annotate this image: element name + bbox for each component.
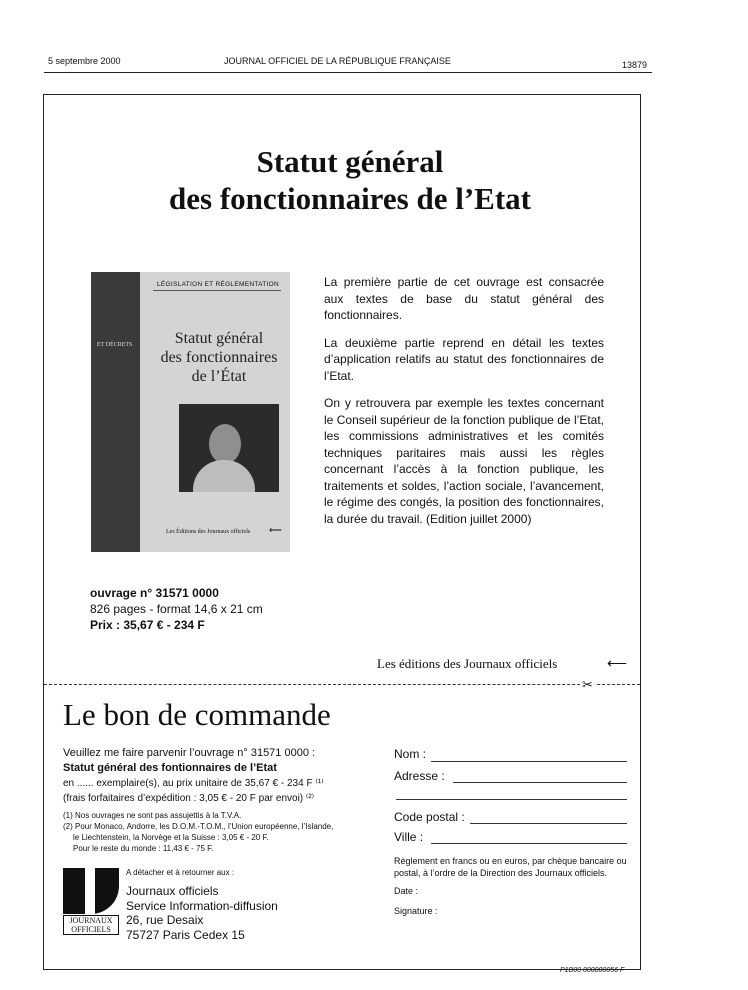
cover-publisher: Les Éditions des Journaux officiels <box>166 529 251 535</box>
footer-code: P1B00 000000056 F <box>560 967 625 974</box>
order-note-2c: Pour le reste du monde : 11,43 € - 75 F. <box>73 844 214 853</box>
header-date: 5 septembre 2000 <box>48 56 121 66</box>
order-form-title: Le bon de commande <box>63 697 331 732</box>
address-line-4: 75727 Paris Cedex 15 <box>126 927 245 942</box>
date-label: Date : <box>394 886 419 896</box>
cover-series: LÉGISLATION ET RÉGLEMENTATION <box>157 281 279 288</box>
code-postal-label: Code postal : <box>394 810 465 824</box>
cover-title-line-1: Statut général <box>174 330 264 347</box>
logo-mark-icon <box>63 868 119 914</box>
logo-text-1: JOURNAUX <box>69 916 113 925</box>
order-note-2a: (2) Pour Monaco, Andorre, les D.O.M.-T.O.M., l’Union européenne, l’Islande, <box>63 822 334 831</box>
cover-title-line-3: de l’État <box>191 368 247 385</box>
adresse-field[interactable] <box>453 782 627 783</box>
cover-arrow-icon: ⟵ <box>269 525 282 535</box>
reference-price: Prix : 35,67 € - 234 F <box>90 618 205 632</box>
cover-title-line-2: des fonctionnaires <box>160 349 278 366</box>
scissors-icon: ✂ <box>582 677 593 692</box>
description-paragraph-3: On y retrouvera par exemple les textes concernant le Conseil supérieur de la fonction publique de l’Etat, les commissions administratives et les comités techniques paritaires mais aussi les règles concernant l’accès à la fonction publique, les traitements et soldes, l’action sociale, l’avancement, le régime des congés, la position des fonctionnaires, la durée du travail. (Edition juillet 2000) <box>324 396 604 526</box>
cover-photo-face <box>209 424 241 464</box>
book-cover-image <box>91 272 290 552</box>
cover-spine-text: ET DÉCRETS <box>97 342 133 348</box>
editions-label: Les éditions des Journaux officiels <box>377 656 558 671</box>
cover-spine <box>91 272 140 552</box>
cover-photo <box>179 404 279 492</box>
order-note-2b: le Liechtenstein, la Norvège et la Suisse : 3,05 € - 20 F. <box>73 833 269 842</box>
logo-text-2: OFFICIELS <box>71 925 111 934</box>
cover-title <box>149 329 289 386</box>
header-rule <box>44 72 652 73</box>
cover-photo-body <box>193 460 255 492</box>
arrow-left-icon: ⟵ <box>607 655 628 671</box>
order-line-1: Veuillez me faire parvenir l’ouvrage n° 31571 0000 : <box>63 747 316 759</box>
detach-label: A détacher et à retourner aux : <box>126 868 235 877</box>
order-line-3: en ...... exemplaire(s), au prix unitaire de 35,67 € - 234 F ⁽¹⁾ <box>63 778 324 789</box>
cover-rule <box>153 290 281 291</box>
adresse-label: Adresse : <box>394 769 445 783</box>
reference-number: ouvrage n° 31571 0000 <box>90 586 219 600</box>
order-line-4: (frais forfaitaires d’expédition : 3,05 € - 20 F par envoi) ⁽²⁾ <box>63 793 315 804</box>
address-line-1: Journaux officiels <box>126 884 219 898</box>
header-journal: JOURNAL OFFICIEL DE LA RÉPUBLIQUE FRANÇAISE <box>224 56 451 66</box>
adresse-field-line-2[interactable] <box>396 799 627 800</box>
nom-label: Nom : <box>394 747 427 761</box>
code-postal-field[interactable] <box>470 823 627 824</box>
ville-field[interactable] <box>431 843 627 844</box>
book-reference <box>90 585 263 633</box>
order-line-2: Statut général des fontionnaires de l’Etat <box>63 762 277 774</box>
header-page-number: 13879 <box>622 60 648 70</box>
reference-pages: 826 pages - format 14,6 x 21 cm <box>90 602 263 616</box>
reglement-text: Règlement en francs ou en euros, par chèque bancaire ou postal, à l’ordre de la Direction des Journaux officiels. <box>394 856 627 878</box>
page-title <box>60 143 640 217</box>
journaux-officiels-logo <box>63 868 119 934</box>
cut-line <box>44 684 640 685</box>
nom-field[interactable] <box>431 761 627 762</box>
description <box>324 274 604 538</box>
address-line-2: Service Information-diffusion <box>126 898 278 913</box>
return-address <box>126 884 278 942</box>
logo-text <box>63 915 119 935</box>
signature-label: Signature : <box>394 906 438 916</box>
title-line-2: des fonctionnaires de l’Etat <box>169 181 531 216</box>
description-paragraph-1: La première partie de cet ouvrage est consacrée aux textes de base du statut général des fonctionnaires. <box>324 275 604 322</box>
ville-label: Ville : <box>394 830 424 844</box>
order-note-1: (1) Nos ouvrages ne sont pas assujettis à la T.V.A. <box>63 811 242 820</box>
address-line-3: 26, rue Desaix <box>126 913 204 927</box>
title-line-1: Statut général <box>256 144 444 179</box>
description-paragraph-2: La deuxième partie reprend en détail les textes d’application relatifs au statut des fonctionnaires de l’Etat. <box>324 335 604 383</box>
order-details <box>63 746 383 854</box>
